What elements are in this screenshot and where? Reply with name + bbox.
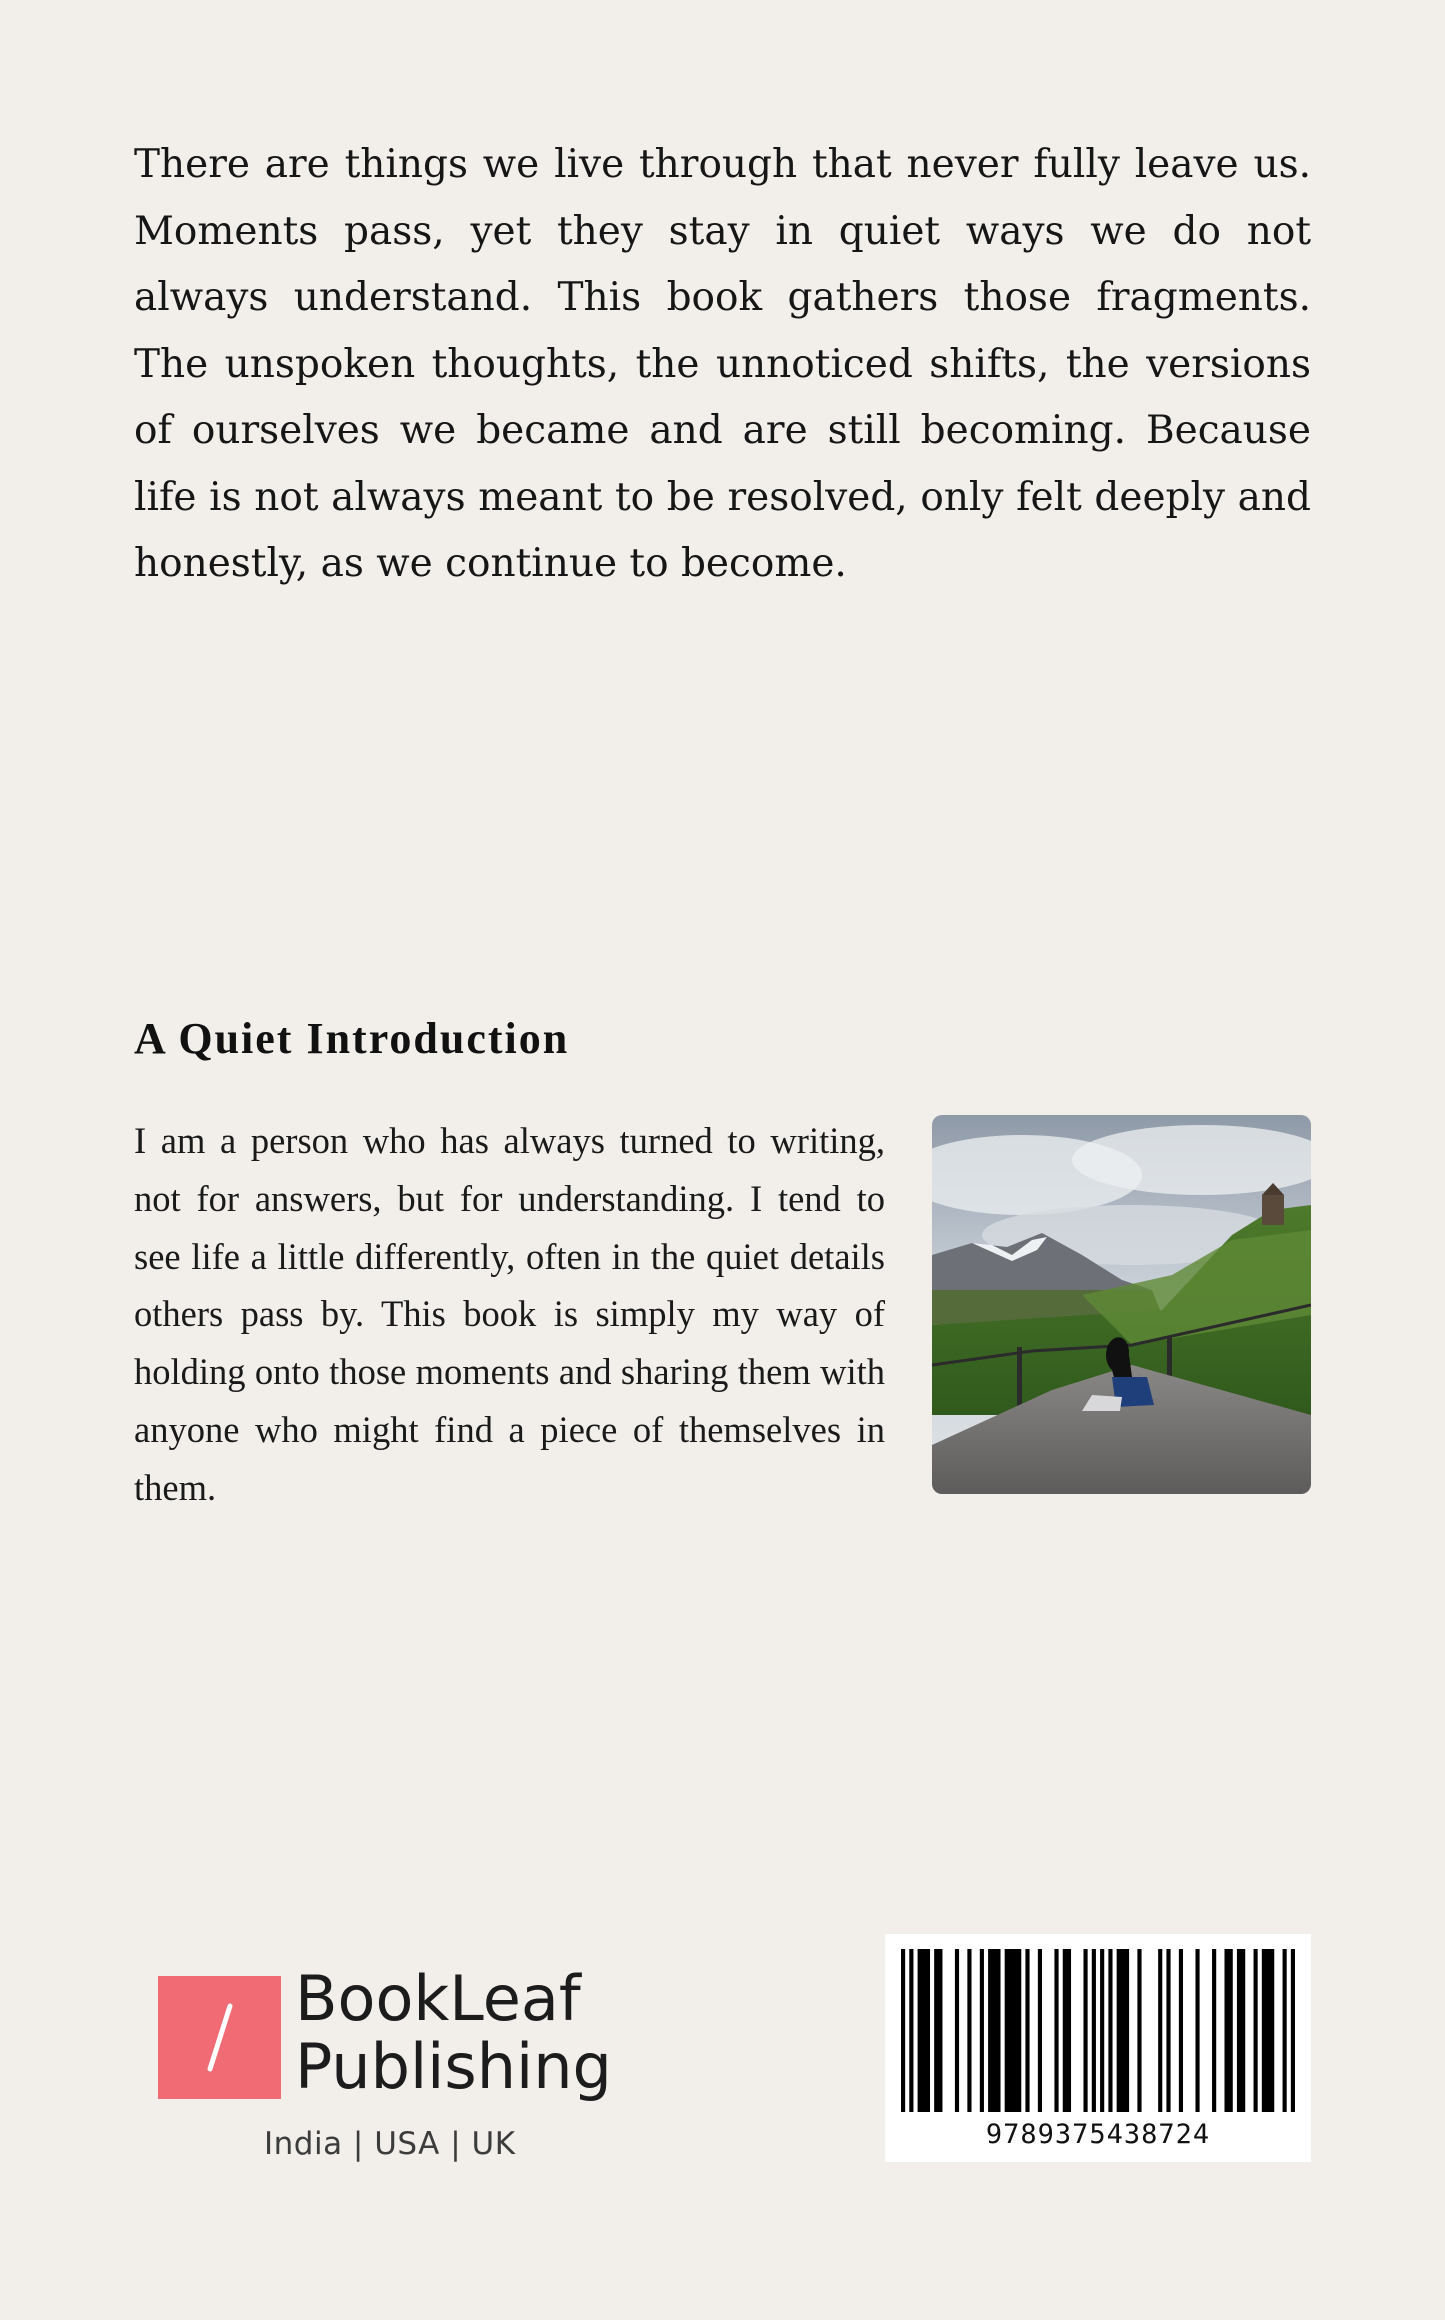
barcode-bar bbox=[1063, 1949, 1071, 2112]
barcode-bar bbox=[1195, 1949, 1199, 2112]
barcode-bar bbox=[1025, 1949, 1029, 2112]
barcode-bar bbox=[1005, 1949, 1022, 2112]
barcode-bar bbox=[901, 1949, 905, 2112]
author-photo bbox=[932, 1115, 1311, 1494]
barcode-bar bbox=[934, 1949, 942, 2112]
barcode-bar bbox=[1179, 1949, 1183, 2112]
isbn-number: 9789375438724 bbox=[985, 2119, 1211, 2150]
barcode-bar bbox=[909, 1949, 913, 2112]
barcode-bar bbox=[955, 1949, 959, 2112]
barcode-bar bbox=[1158, 1949, 1162, 2112]
barcode-bar bbox=[1262, 1949, 1274, 2112]
barcode-bar bbox=[1083, 1949, 1087, 2112]
barcode-bar bbox=[1092, 1949, 1096, 2112]
author-intro-heading: A Quiet Introduction bbox=[134, 1014, 570, 1063]
back-cover-blurb: There are things we live through that never fully leave us. Moments pass, yet they stay in quiet ways we do not always understand. This book gathers those fragments. The unspoken thoughts, the unnoticed shifts, the versions of ourselves we became and are still becoming. Because life is not always meant to be resolved, only felt deeply and honestly, as we continue to become. bbox=[134, 142, 1311, 586]
barcode-bar bbox=[1137, 1949, 1141, 2112]
publisher-regions: India | USA | UK bbox=[264, 2126, 516, 2162]
publisher-name-line1: BookLeaf bbox=[295, 1962, 581, 2035]
isbn-barcode bbox=[885, 1934, 1311, 2162]
barcode-bar bbox=[1224, 1949, 1232, 2112]
barcode-bar bbox=[1212, 1949, 1216, 2112]
publisher-logo-mark bbox=[158, 1976, 281, 2099]
barcode-bar bbox=[1054, 1949, 1058, 2112]
barcode-bar bbox=[1038, 1949, 1042, 2112]
barcode-bar bbox=[1283, 1949, 1287, 2112]
barcode-bar bbox=[918, 1949, 930, 2112]
publisher-logo bbox=[158, 1962, 618, 2168]
barcode-bar bbox=[1100, 1949, 1104, 2112]
barcode-bar bbox=[967, 1949, 971, 2112]
barcode-bar bbox=[1166, 1949, 1170, 2112]
barcode-bar bbox=[1291, 1949, 1295, 2112]
author-intro-text: I am a person who has always turned to writing, not for answers, but for understanding. I tend to see life a little differently, often in the quiet details others pass by. This book is simply my way of holding onto those moments and sharing them with anyone who might find a piece of themselves in them. bbox=[134, 1120, 885, 1508]
barcode-bar bbox=[1108, 1949, 1112, 2112]
barcode-bar bbox=[1254, 1949, 1258, 2112]
barcode-bar bbox=[980, 1949, 984, 2112]
barcode-bar bbox=[988, 1949, 1000, 2112]
barcode-bar bbox=[1237, 1949, 1245, 2112]
barcode-bar bbox=[1117, 1949, 1129, 2112]
barcode-bars bbox=[901, 1949, 1295, 2114]
publisher-name-line2: Publishing bbox=[295, 2030, 612, 2103]
